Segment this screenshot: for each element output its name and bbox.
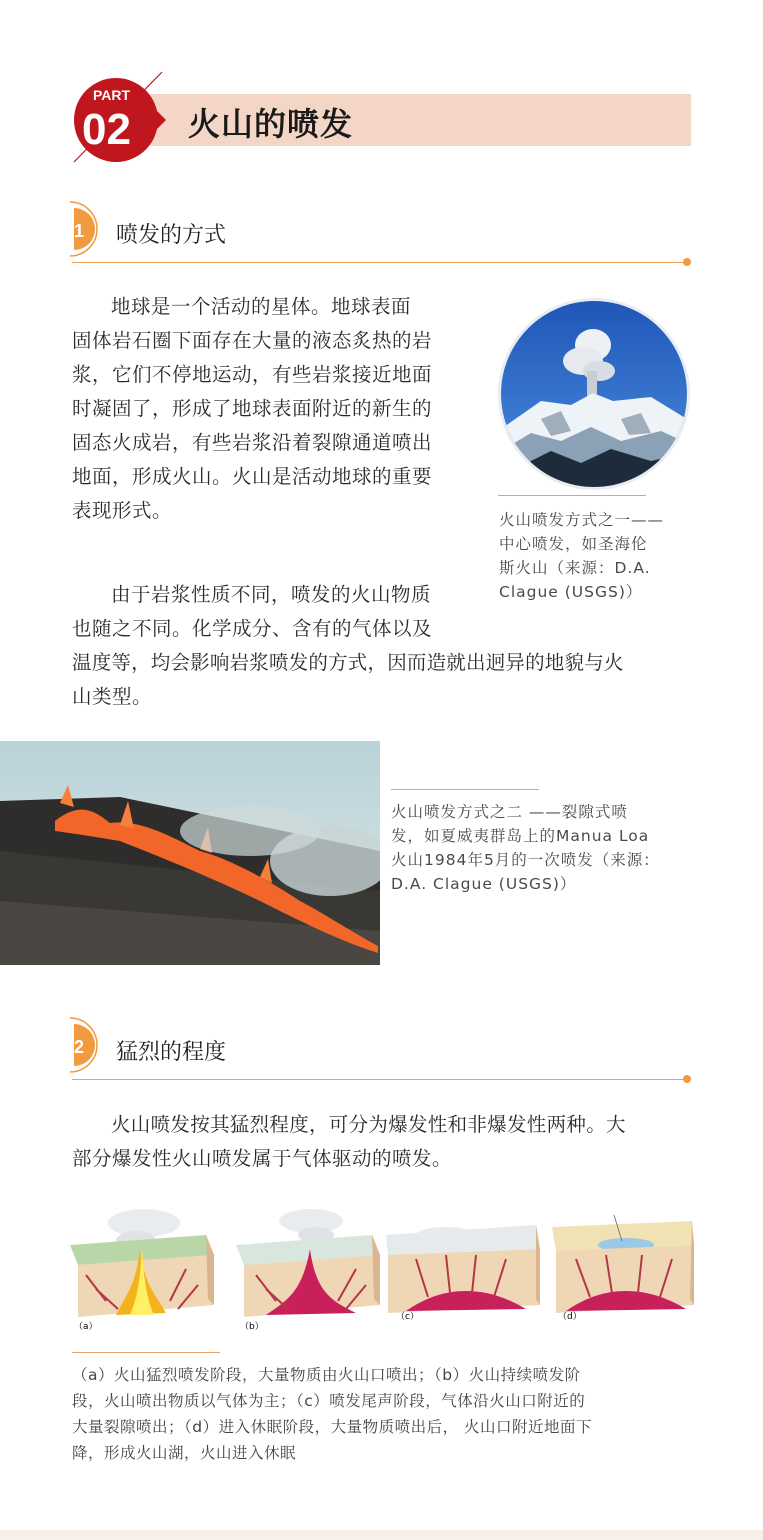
section-number-badge-1 — [70, 200, 104, 258]
diagram-stage-d — [552, 1215, 694, 1322]
diagram-stage-b — [236, 1209, 380, 1332]
caption-2: 火山喷发方式之二 ——裂隙式喷 发，如夏威夷群岛上的Manua Loa 火山1984年5月的一次喷发（来源： D.A. Clague (USGS)） — [391, 803, 660, 893]
svg-text:2: 2 — [74, 1037, 85, 1057]
page-title: 火山的喷发 — [188, 105, 354, 143]
svg-text:（c）: （c） — [396, 1312, 419, 1322]
caption-3: （a）火山猛烈喷发阶段，大量物质由火山口喷出；（b）火山持续喷发阶 段，火山喷出物质以气体为主；（c）喷发尾声阶段，气体沿火山口附近的 大量裂隙喷出；（d）进入休眠阶段，大量物质喷出后， 火山口附近地面下 降，形成火山湖，火山进入休眠 — [72, 1366, 593, 1462]
section-divider-dot-1 — [683, 258, 691, 266]
section-divider-1 — [72, 262, 686, 263]
section1-paragraph-1: 地球是一个活动的星体。地球表面 固体岩石圈下面存在大量的液态炙热的岩 浆，它们不停地运动，有些岩浆接近地面 时凝固了，形成了地球表面附近的新生的 固态火成岩，有些岩浆沿着裂隙通道喷出 地面，形成火山。火山是活动地球的重要 表现形式。 — [72, 295, 433, 522]
section2-paragraph: 火山喷发按其猛烈程度，可分为爆发性和非爆发性两种。大 部分爆发性火山喷发属于气体驱动的喷发。 — [72, 1113, 626, 1170]
svg-text:（d）: （d） — [558, 1312, 582, 1322]
footer-band — [0, 1530, 763, 1540]
section-divider-2 — [72, 1079, 686, 1080]
section1-paragraph-2: 由于岩浆性质不同，喷发的火山物质 也随之不同。化学成分、含有的气体以及 温度等，均会影响岩浆喷发的方式，因而造就出迥异的地貌与火 山类型。 — [72, 583, 624, 708]
caption-3-rule — [72, 1352, 220, 1353]
svg-text:（a）: （a） — [74, 1322, 98, 1332]
section-divider-dot-2 — [683, 1075, 691, 1083]
section-title-1: 喷发的方式 — [116, 223, 227, 248]
part-label: PART — [93, 87, 131, 103]
eruption-stages-diagram — [66, 1205, 696, 1335]
section-title-2: 猛烈的程度 — [116, 1040, 227, 1065]
part-number: 02 — [82, 105, 131, 154]
caption-1-rule — [498, 495, 646, 496]
diagram-stage-a — [70, 1209, 214, 1332]
part-badge — [60, 66, 170, 166]
caption-2-rule — [391, 789, 539, 790]
section-number-badge-2 — [70, 1016, 104, 1074]
mount-st-helens-photo — [498, 298, 690, 490]
diagram-stage-c — [386, 1225, 540, 1322]
caption-1: 火山喷发方式之一—— 中心喷发，如圣海伦 斯火山（来源：D.A. Clague (USGS)） — [499, 511, 665, 601]
fissure-eruption-photo — [0, 741, 380, 965]
svg-text:1: 1 — [74, 221, 85, 241]
svg-text:（b）: （b） — [240, 1322, 264, 1332]
